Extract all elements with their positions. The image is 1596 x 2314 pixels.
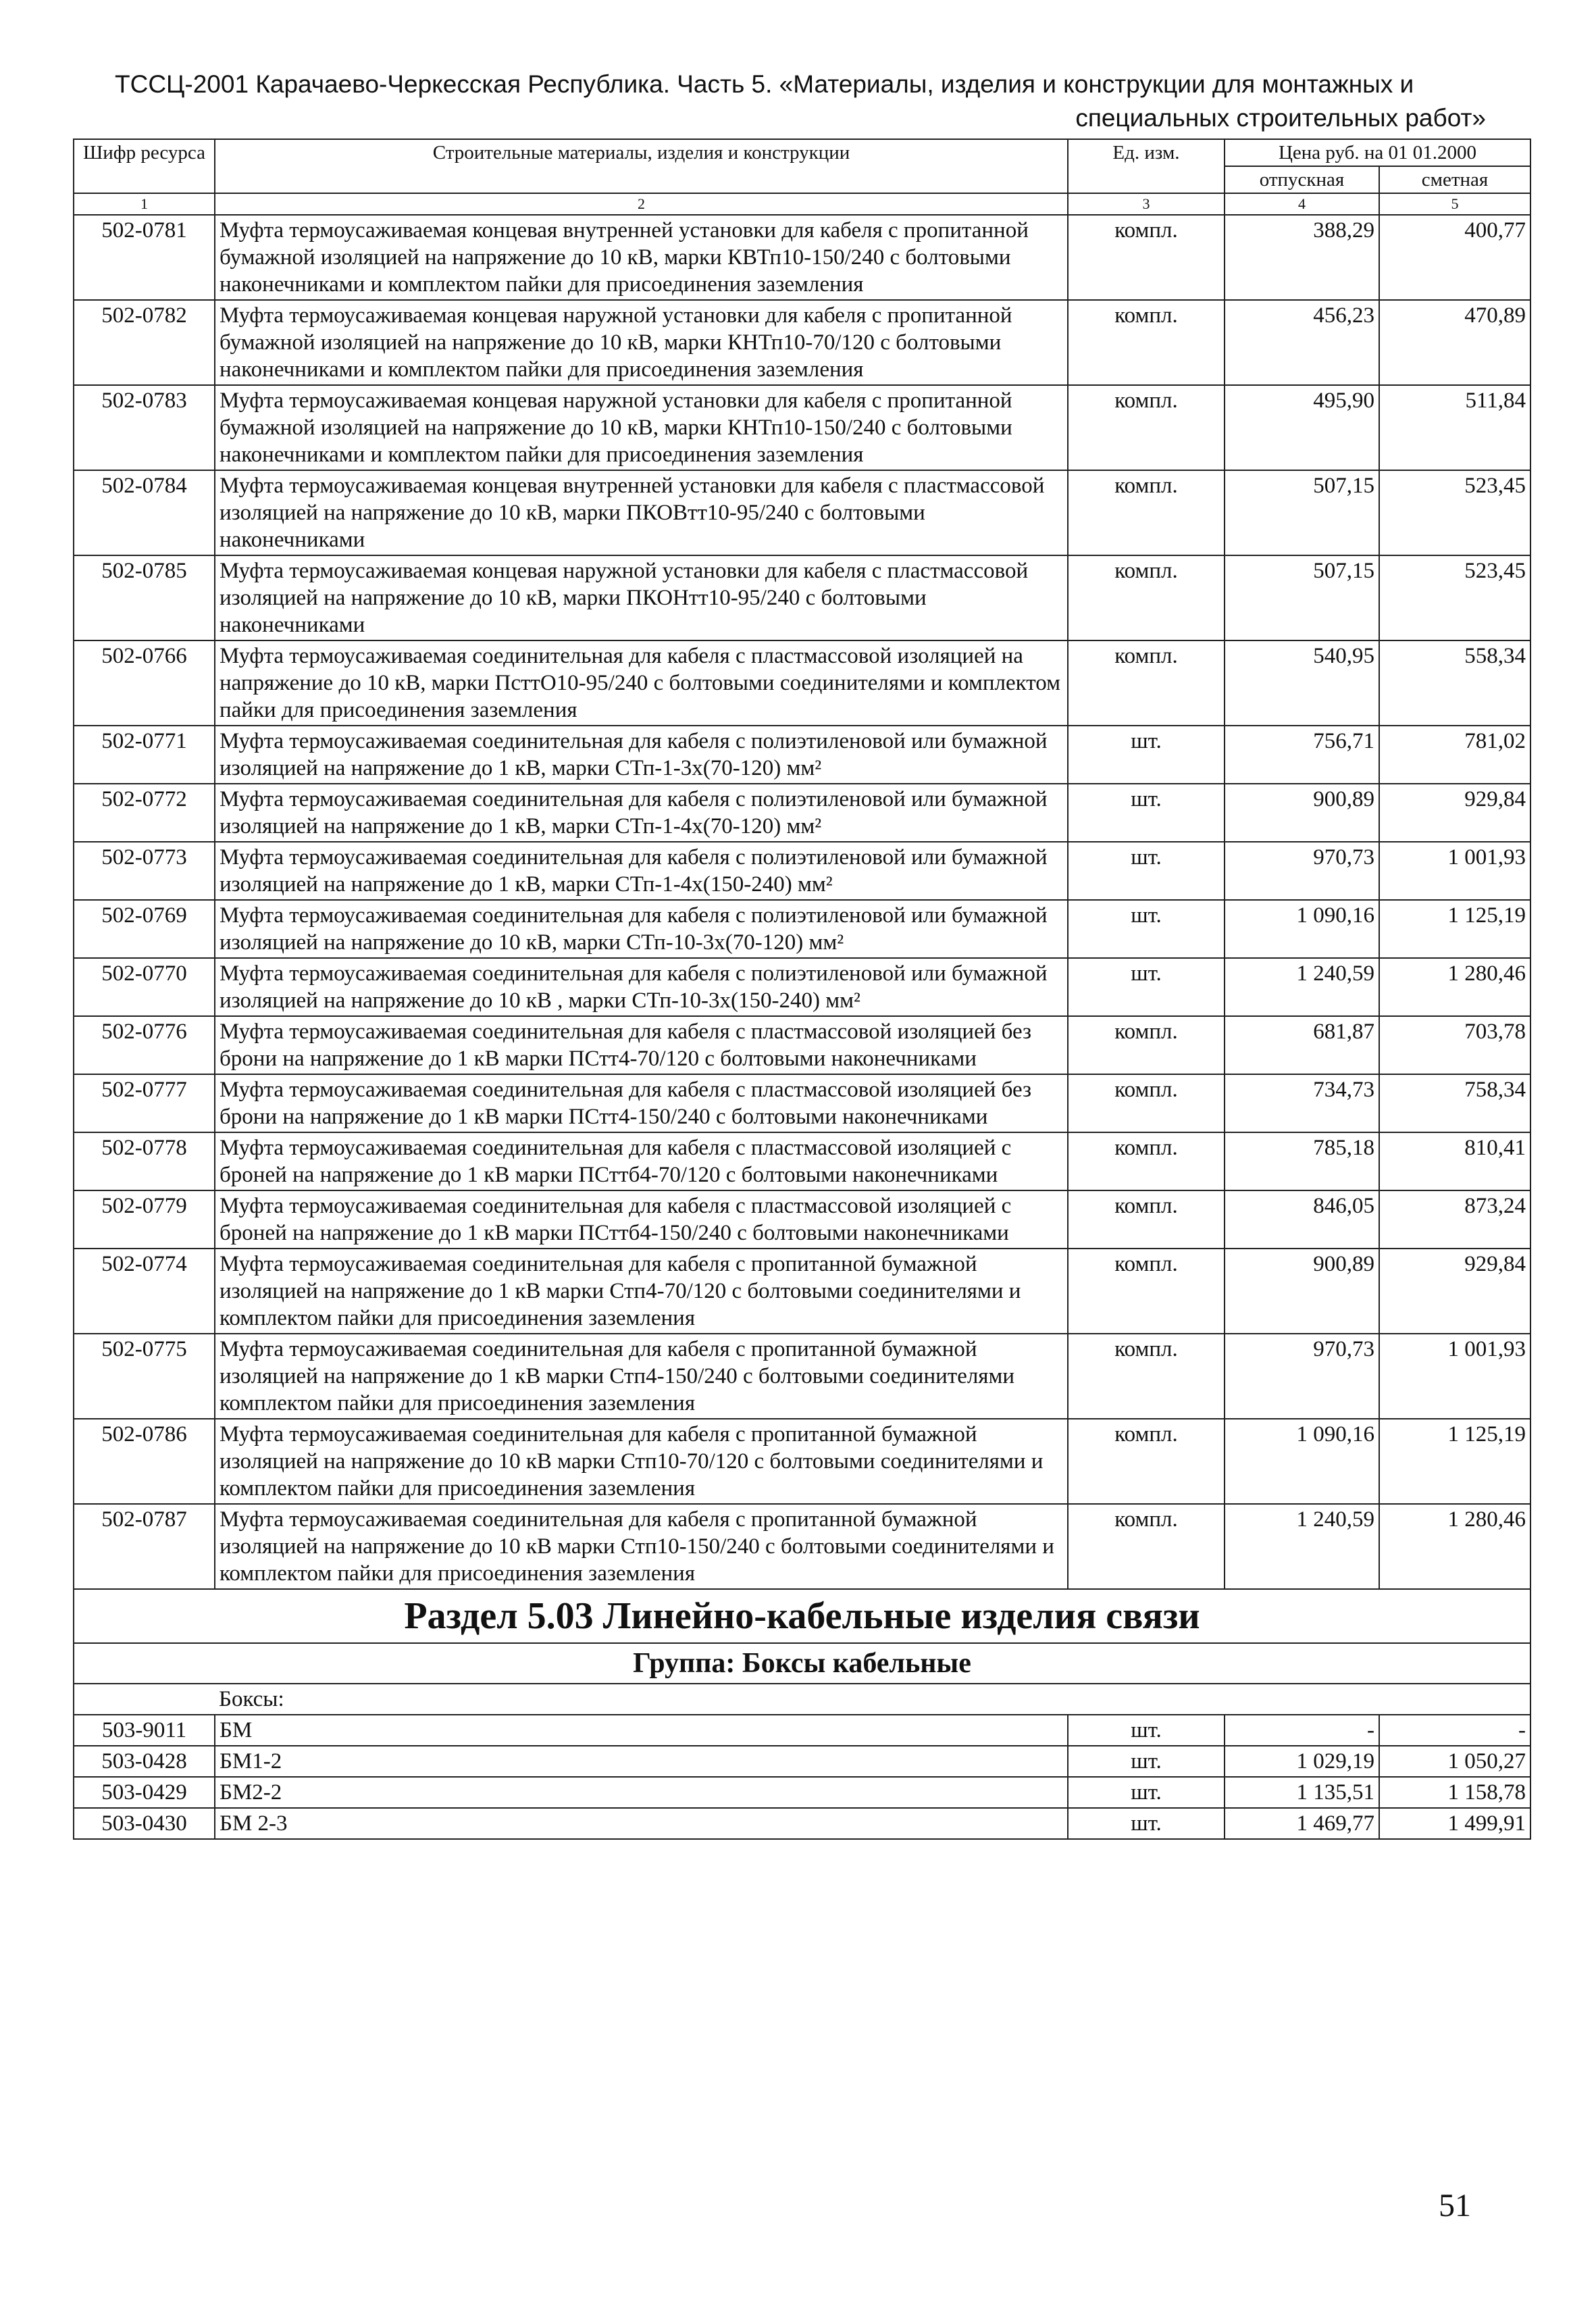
unit-of-measure: компл. (1068, 1132, 1225, 1190)
resource-description: Муфта термоусаживаемая соединительная для кабеля с пропитанной бумажной изоляцией на напряжение до 1 кВ марки Стп4-150/240 с болтовыми соединителями комплектом пайки для присоединения заземления (215, 1334, 1068, 1419)
unit-of-measure: шт. (1068, 1746, 1225, 1777)
unit-of-measure: шт. (1068, 1808, 1225, 1839)
resource-description: Муфта термоусаживаемая соединительная для кабеля с пластмассовой изоляцией без брони на напряжение до 1 кВ марки ПСтт4-70/120 с болтовыми наконечниками (215, 1016, 1068, 1074)
release-price: 388,29 (1225, 215, 1379, 300)
price-table (73, 139, 1531, 1840)
col-header-release: отпускная (1225, 166, 1379, 193)
section-title: Раздел 5.03 Линейно-кабельные изделия связи (74, 1589, 1530, 1643)
estimate-price: 511,84 (1379, 385, 1530, 470)
resource-code: 502-0782 (74, 300, 215, 385)
col-header-price: Цена руб. на 01 01.2000 (1225, 139, 1530, 166)
resource-description: Муфта термоусаживаемая соединительная для кабеля с пластмассовой изоляцией на напряжение до 10 кВ, марки ПсттО10-95/240 с болтовыми соединителями и комплектом пайки для присоединения заземления (215, 640, 1068, 726)
table-header-row-1 (74, 139, 1530, 166)
table-row (74, 385, 1530, 470)
release-price: 681,87 (1225, 1016, 1379, 1074)
resource-description: БМ2-2 (215, 1777, 1068, 1808)
boxes-label: Боксы: (215, 1684, 1530, 1715)
release-price: 507,15 (1225, 470, 1379, 555)
resource-description: Муфта термоусаживаемая соединительная для кабеля с пластмассовой изоляцией без брони на напряжение до 1 кВ марки ПСтт4-150/240 с болтовыми наконечниками (215, 1074, 1068, 1132)
resource-description: Муфта термоусаживаемая концевая внутренней установки для кабеля с пропитанной бумажной изоляцией на напряжение до 10 кВ, марки КВТп10-150/240 с болтовыми наконечниками и комплектом пайки для присоединения заземления (215, 215, 1068, 300)
group-title: Группа: Боксы кабельные (74, 1643, 1530, 1684)
unit-of-measure: шт. (1068, 900, 1225, 958)
resource-code: 502-0774 (74, 1249, 215, 1334)
resource-code: 502-0773 (74, 842, 215, 900)
release-price: 734,73 (1225, 1074, 1379, 1132)
resource-code: 502-0770 (74, 958, 215, 1016)
table-row (74, 1419, 1530, 1504)
table-row (74, 726, 1530, 784)
unit-of-measure: компл. (1068, 215, 1225, 300)
resource-code: 502-0771 (74, 726, 215, 784)
column-number: 1 (74, 193, 215, 215)
estimate-price: 929,84 (1379, 784, 1530, 842)
resource-description: Муфта термоусаживаемая концевая наружной установки для кабеля с пропитанной бумажной изоляцией на напряжение до 10 кВ, марки КНТп10-150/240 с болтовыми наконечниками и комплектом пайки для присоединения заземления (215, 385, 1068, 470)
estimate-price: 758,34 (1379, 1074, 1530, 1132)
resource-description: Муфта термоусаживаемая соединительная для кабеля с пластмассовой изоляцией с броней на напряжение до 1 кВ марки ПСттб4-150/240 с болтовыми наконечниками (215, 1190, 1068, 1249)
resource-description: БМ 2-3 (215, 1808, 1068, 1839)
unit-of-measure: шт. (1068, 726, 1225, 784)
release-price: 970,73 (1225, 1334, 1379, 1419)
resource-code: 502-0769 (74, 900, 215, 958)
table-row (74, 1132, 1530, 1190)
column-number: 3 (1068, 193, 1225, 215)
estimate-price: 873,24 (1379, 1190, 1530, 1249)
resource-description: Муфта термоусаживаемая концевая наружной установки для кабеля с пропитанной бумажной изоляцией на напряжение до 10 кВ, марки КНТп10-70/120 с болтовыми наконечниками и комплектом пайки для присоединения заземления (215, 300, 1068, 385)
unit-of-measure: шт. (1068, 842, 1225, 900)
boxes-label-row (74, 1684, 1530, 1715)
estimate-price: 810,41 (1379, 1132, 1530, 1190)
table-row (74, 1808, 1530, 1839)
page-header (115, 68, 1486, 135)
resource-description: Муфта термоусаживаемая соединительная для кабеля с полиэтиленовой или бумажной изоляцией на напряжение до 10 кВ, марки СТп-10-3х(70-120) мм² (215, 900, 1068, 958)
unit-of-measure: шт. (1068, 784, 1225, 842)
release-price: 785,18 (1225, 1132, 1379, 1190)
release-price: 540,95 (1225, 640, 1379, 726)
release-price: 900,89 (1225, 1249, 1379, 1334)
release-price: 1 240,59 (1225, 958, 1379, 1016)
resource-description: Муфта термоусаживаемая соединительная для кабеля с полиэтиленовой или бумажной изоляцией на напряжение до 10 кВ , марки СТп-10-3х(150-240) мм² (215, 958, 1068, 1016)
table-row (74, 900, 1530, 958)
section-title-row (74, 1589, 1530, 1643)
resource-code: 502-0776 (74, 1016, 215, 1074)
resource-description: БМ (215, 1715, 1068, 1746)
resource-code: 502-0779 (74, 1190, 215, 1249)
release-price: - (1225, 1715, 1379, 1746)
unit-of-measure: компл. (1068, 300, 1225, 385)
table-row (74, 555, 1530, 640)
table-row (74, 1504, 1530, 1589)
unit-of-measure: шт. (1068, 1715, 1225, 1746)
release-price: 456,23 (1225, 300, 1379, 385)
resource-description: Муфта термоусаживаемая соединительная для кабеля с пластмассовой изоляцией с броней на напряжение до 1 кВ марки ПСттб4-70/120 с болтовыми наконечниками (215, 1132, 1068, 1190)
resource-code: 502-0775 (74, 1334, 215, 1419)
unit-of-measure: компл. (1068, 555, 1225, 640)
column-number: 2 (215, 193, 1068, 215)
estimate-price: 1 280,46 (1379, 1504, 1530, 1589)
release-price: 900,89 (1225, 784, 1379, 842)
estimate-price: 400,77 (1379, 215, 1530, 300)
estimate-price: 929,84 (1379, 1249, 1530, 1334)
estimate-price: 1 280,46 (1379, 958, 1530, 1016)
release-price: 1 240,59 (1225, 1504, 1379, 1589)
unit-of-measure: компл. (1068, 385, 1225, 470)
col-header-estimate: сметная (1379, 166, 1530, 193)
table-row (74, 1190, 1530, 1249)
unit-of-measure: компл. (1068, 1016, 1225, 1074)
resource-description: Муфта термоусаживаемая соединительная для кабеля с полиэтиленовой или бумажной изоляцией на напряжение до 1 кВ, марки СТп-1-3х(70-120) мм² (215, 726, 1068, 784)
release-price: 495,90 (1225, 385, 1379, 470)
column-number: 5 (1379, 193, 1530, 215)
resource-code: 503-0428 (74, 1746, 215, 1777)
resource-description: Муфта термоусаживаемая концевая внутренней установки для кабеля с пластмассовой изоляцией на напряжение до 10 кВ, марки ПКОВтт10-95/240 с болтовыми наконечниками (215, 470, 1068, 555)
table-row (74, 1074, 1530, 1132)
table-row (74, 470, 1530, 555)
release-price: 1 029,19 (1225, 1746, 1379, 1777)
resource-description: Муфта термоусаживаемая соединительная для кабеля с пропитанной бумажной изоляцией на напряжение до 10 кВ марки Стп10-70/120 с болтовыми соединителями и комплектом пайки для присоединения заземления (215, 1419, 1068, 1504)
table-row (74, 958, 1530, 1016)
resource-code: 502-0772 (74, 784, 215, 842)
release-price: 1 090,16 (1225, 1419, 1379, 1504)
table-row (74, 842, 1530, 900)
unit-of-measure: компл. (1068, 1249, 1225, 1334)
table-row (74, 1334, 1530, 1419)
page-header-line2: специальных строительных работ» (1075, 104, 1486, 132)
resource-code: 502-0784 (74, 470, 215, 555)
page-number: 51 (1439, 2188, 1471, 2223)
estimate-price: 470,89 (1379, 300, 1530, 385)
resource-description: Муфта термоусаживаемая соединительная для кабеля с полиэтиленовой или бумажной изоляцией на напряжение до 1 кВ, марки СТп-1-4х(70-120) мм² (215, 784, 1068, 842)
table-row (74, 300, 1530, 385)
estimate-price: 1 158,78 (1379, 1777, 1530, 1808)
estimate-price: 1 125,19 (1379, 1419, 1530, 1504)
resource-code: 502-0787 (74, 1504, 215, 1589)
release-price: 846,05 (1225, 1190, 1379, 1249)
release-price: 1 090,16 (1225, 900, 1379, 958)
unit-of-measure: шт. (1068, 1777, 1225, 1808)
unit-of-measure: компл. (1068, 1190, 1225, 1249)
resource-description: Муфта термоусаживаемая концевая наружной установки для кабеля с пластмассовой изоляцией на напряжение до 10 кВ, марки ПКОНтт10-95/240 с болтовыми наконечниками (215, 555, 1068, 640)
estimate-price: 523,45 (1379, 555, 1530, 640)
table-row (74, 1746, 1530, 1777)
estimate-price: 703,78 (1379, 1016, 1530, 1074)
resource-description: БМ1-2 (215, 1746, 1068, 1777)
resource-code: 503-9011 (74, 1715, 215, 1746)
unit-of-measure: компл. (1068, 1074, 1225, 1132)
estimate-price: 1 001,93 (1379, 842, 1530, 900)
resource-code: 502-0781 (74, 215, 215, 300)
col-header-code: Шифр ресурса (74, 139, 215, 193)
unit-of-measure: шт. (1068, 958, 1225, 1016)
estimate-price: 1 001,93 (1379, 1334, 1530, 1419)
resource-code: 502-0785 (74, 555, 215, 640)
column-numbers-row (74, 193, 1530, 215)
table-row (74, 215, 1530, 300)
resource-code: 502-0777 (74, 1074, 215, 1132)
column-number: 4 (1225, 193, 1379, 215)
table-row (74, 1249, 1530, 1334)
unit-of-measure: компл. (1068, 1334, 1225, 1419)
table-row (74, 1777, 1530, 1808)
estimate-price: - (1379, 1715, 1530, 1746)
resource-description: Муфта термоусаживаемая соединительная для кабеля с пропитанной бумажной изоляцией на напряжение до 10 кВ марки Стп10-150/240 с болтовыми соединителями и комплектом пайки для присоединения заземления (215, 1504, 1068, 1589)
page-header-line1: ТССЦ-2001 Карачаево-Черкесская Республика. Часть 5. «Материалы, изделия и конструкции для монтажных и (115, 70, 1414, 98)
estimate-price: 781,02 (1379, 726, 1530, 784)
unit-of-measure: компл. (1068, 470, 1225, 555)
resource-code: 502-0786 (74, 1419, 215, 1504)
group-title-row (74, 1643, 1530, 1684)
estimate-price: 1 050,27 (1379, 1746, 1530, 1777)
release-price: 507,15 (1225, 555, 1379, 640)
resource-code: 502-0778 (74, 1132, 215, 1190)
resource-code: 503-0430 (74, 1808, 215, 1839)
resource-code: 502-0766 (74, 640, 215, 726)
table-row (74, 784, 1530, 842)
table-row (74, 1715, 1530, 1746)
col-header-desc: Строительные материалы, изделия и конструкции (215, 139, 1068, 193)
release-price: 1 135,51 (1225, 1777, 1379, 1808)
empty-cell (74, 1684, 215, 1715)
resource-code: 502-0783 (74, 385, 215, 470)
estimate-price: 1 125,19 (1379, 900, 1530, 958)
resource-description: Муфта термоусаживаемая соединительная для кабеля с полиэтиленовой или бумажной изоляцией на напряжение до 1 кВ, марки СТп-1-4х(150-240) мм² (215, 842, 1068, 900)
resource-description: Муфта термоусаживаемая соединительная для кабеля с пропитанной бумажной изоляцией на напряжение до 1 кВ марки Стп4-70/120 с болтовыми соединителями и комплектом пайки для присоединения заземления (215, 1249, 1068, 1334)
unit-of-measure: компл. (1068, 1504, 1225, 1589)
table-row (74, 1016, 1530, 1074)
release-price: 970,73 (1225, 842, 1379, 900)
table-row (74, 640, 1530, 726)
release-price: 756,71 (1225, 726, 1379, 784)
estimate-price: 523,45 (1379, 470, 1530, 555)
estimate-price: 1 499,91 (1379, 1808, 1530, 1839)
release-price: 1 469,77 (1225, 1808, 1379, 1839)
estimate-price: 558,34 (1379, 640, 1530, 726)
unit-of-measure: компл. (1068, 1419, 1225, 1504)
resource-code: 503-0429 (74, 1777, 215, 1808)
unit-of-measure: компл. (1068, 640, 1225, 726)
col-header-unit: Ед. изм. (1068, 139, 1225, 193)
